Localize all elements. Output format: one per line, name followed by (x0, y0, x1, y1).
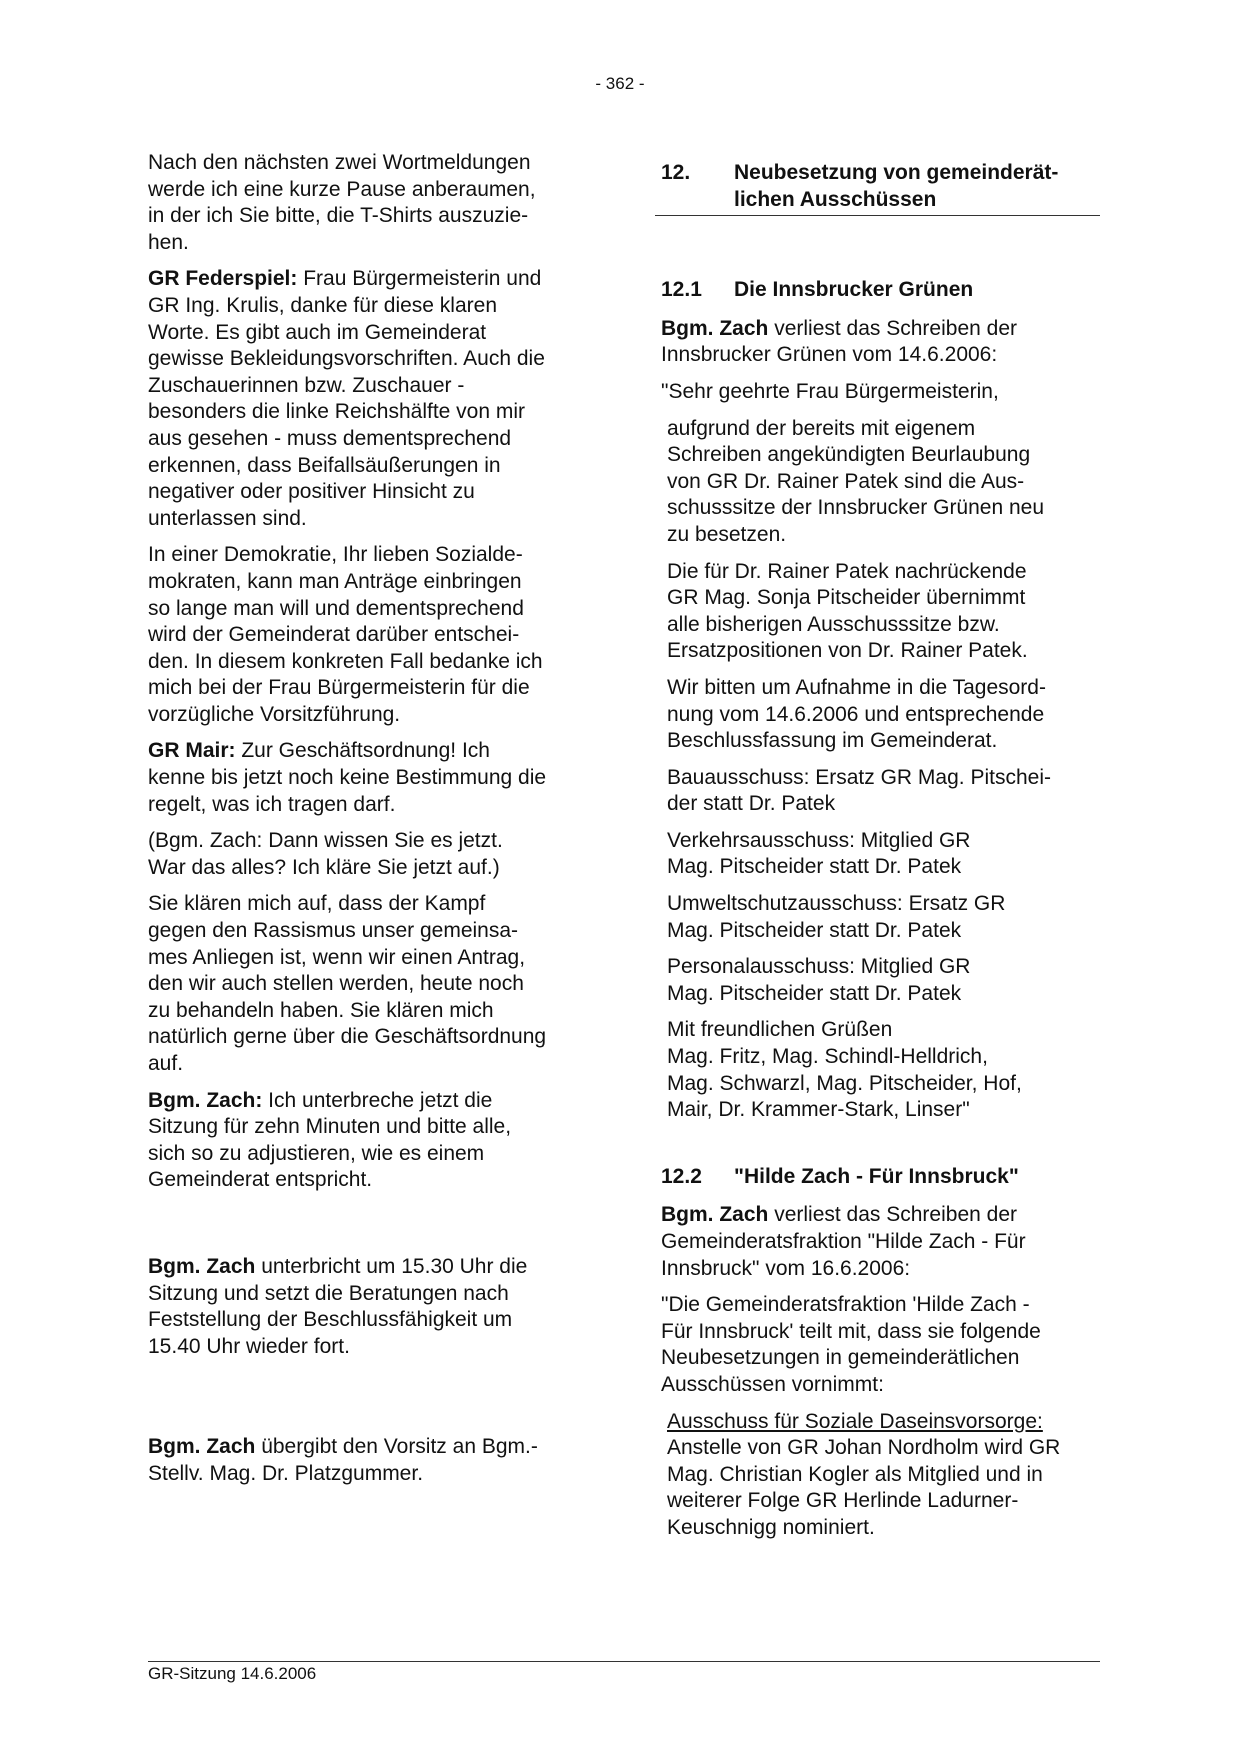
subsection-title: "Hilde Zach - Für Innsbruck" (734, 1164, 1019, 1188)
speaker-name: Bgm. Zach (661, 1203, 769, 1227)
speech-text: Frau Bürgermeisterin und GR Ing. Krulis, danke für diese klaren Worte. Es gibt auch im Gemeinderat gewisse Bekleidungsvorschriften. Auch die Zuschauerinnen bzw. Zuschauer - besonders die linke Reichshälfte von mir aus gesehen - muss dementsprechend erkennen, dass Beifallsäußerungen in negativer oder positiver Hinsicht zu unterlassen sind. (148, 267, 545, 530)
speech-text: Zur Geschäftsordnung! Ich kenne bis jetzt noch keine Bestimmung die regelt, was ich tragen darf. (148, 739, 547, 816)
letter-paragraph: Wir bitten um Aufnahme in die Tagesord- nung vom 14.6.2006 und entsprechende Beschlussfassung im Gemeinderat. (667, 675, 1046, 753)
salutation: "Sehr geehrte Frau Bürgermeisterin, (661, 379, 999, 403)
subsection-number: 12.1 (661, 278, 702, 302)
speaker-name: GR Mair: (148, 739, 236, 763)
speech-text: verliest das Schreiben der Gemeinderatsfraktion "Hilde Zach - Für Innsbruck" vom 16.6.2006: (661, 1203, 1026, 1280)
left-column (148, 150, 598, 1498)
speaker-name: Bgm. Zach (148, 1435, 256, 1459)
speaker-name: Bgm. Zach (661, 316, 769, 340)
speech-text: verliest das Schreiben der Innsbrucker Grünen vom 14.6.2006: (661, 316, 1017, 367)
committee-name: Ausschuss für Soziale Daseinsvorsorge: (667, 1409, 1043, 1433)
committee-entry: Umweltschutzausschuss: Ersatz GR Mag. Pitscheider statt Dr. Patek (667, 892, 1006, 942)
right-column (661, 150, 1106, 1552)
paragraph (148, 1434, 598, 1487)
speech-text: übergibt den Vorsitz an Bgm.- Stellv. Mag. Dr. Platzgummer. (148, 1435, 538, 1485)
paragraph (148, 738, 598, 818)
paragraph: Sie klären mich auf, dass der Kampf gegen den Rassismus unser gemeinsa- mes Anliegen ist, wenn wir einen Antrag, den wir auch stellen werden, heute noch zu behandeln haben. Sie klären mich natürlich gerne über die Geschäftsordnung auf. (148, 892, 547, 1075)
letter-paragraph: "Die Gemeinderatsfraktion 'Hilde Zach - Für Innsbruck' teilt mit, dass sie folgende Neubesetzungen in gemeinderätlichen Ausschüssen vornimmt: (661, 1293, 1041, 1396)
section-number: 12. (661, 161, 691, 184)
speaker-name: Bgm. Zach (148, 1254, 256, 1278)
paragraph (148, 266, 598, 532)
spacer (148, 1370, 598, 1434)
footer-text: GR-Sitzung 14.6.2006 (148, 1664, 317, 1683)
paragraph (148, 1254, 598, 1360)
speech-text: Ich unterbreche jetzt die Sitzung für zehn Minuten und bitte alle, sich so zu adjustieren, wie es einem Gemeinderat entspricht. (148, 1088, 512, 1192)
speech-text: unterbricht um 15.30 Uhr die Sitzung und setzt die Beratungen nach Feststellung der Beschlussfähigkeit um 15.40 Uhr wieder fort. (148, 1254, 528, 1358)
paragraph (148, 1088, 598, 1194)
committee-entry: Verkehrsausschuss: Mitglied GR Mag. Pitscheider statt Dr. Patek (667, 828, 971, 879)
section-title: Neubesetzung von gemeinderät- lichen Ausschüssen (734, 161, 1059, 211)
spacer (148, 1204, 598, 1254)
subsection-title: Die Innsbrucker Grünen (734, 278, 974, 302)
speaker-name: GR Federspiel: (148, 267, 298, 291)
paragraph: (Bgm. Zach: Dann wissen Sie es jetzt. War das alles? Ich kläre Sie jetzt auf.) (148, 829, 503, 879)
committee-entry: Personalausschuss: Mitglied GR Mag. Pitscheider statt Dr. Patek (667, 955, 971, 1005)
letter-paragraph: aufgrund der bereits mit eigenem Schreiben angekündigten Beurlaubung von GR Dr. Rainer Patek sind die Aus- schusssitze der Innsbrucker Grünen neu zu besetzen. (667, 416, 1045, 546)
letter-paragraph (667, 1409, 1106, 1542)
footer-rule (148, 1661, 1100, 1662)
nomination-text: Anstelle von GR Johan Nordholm wird GR Mag. Christian Kogler als Mitglied und in weiterer Folge GR Herlinde Ladurner- Keuschnigg nominiert. (667, 1436, 1061, 1539)
subsection-number: 12.2 (661, 1164, 702, 1188)
paragraph (661, 1202, 1106, 1282)
section-heading (661, 160, 1106, 215)
subsection-heading (661, 1164, 1106, 1191)
letter-paragraph: Die für Dr. Rainer Patek nachrückende GR Mag. Sonja Pitscheider übernimmt alle bisherigen Ausschusssitze bzw. Ersatzpositionen von Dr. Rainer Patek. (667, 559, 1028, 663)
letter-closing: Mit freundlichen Grüßen Mag. Fritz, Mag. Schindl-Helldrich, Mag. Schwarzl, Mag. Pitscheider, Hof, Mair, Dr. Krammer-Stark, Linser" (667, 1018, 1022, 1122)
committee-entry: Bauausschuss: Ersatz GR Mag. Pitschei- der statt Dr. Patek (667, 765, 1051, 816)
paragraph (661, 316, 1106, 369)
paragraph: Nach den nächsten zwei Wortmeldungen werde ich eine kurze Pause anberaumen, in der ich Sie bitte, die T-Shirts auszuzie- hen. (148, 151, 536, 254)
subsection-heading (661, 277, 1106, 304)
paragraph: In einer Demokratie, Ihr lieben Sozialde- mokraten, kann man Anträge einbringen so lange man will und dementsprechend wird der Gemeinderat darüber entschei- den. In diesem konkreten Fall bedanke ich mich bei der Frau Bürgermeisterin für die vorzügliche Vorsitzführung. (148, 543, 543, 726)
page-number: - 362 - (595, 74, 645, 93)
speaker-name: Bgm. Zach: (148, 1088, 263, 1112)
